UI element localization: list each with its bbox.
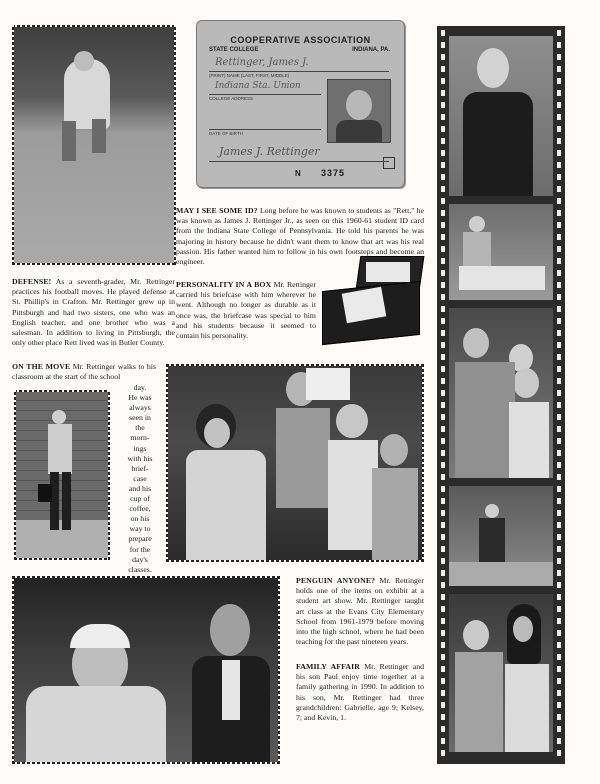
sprocket-hole <box>557 654 561 660</box>
caption-move-line: seen in <box>129 413 151 423</box>
sprocket-hole <box>557 366 561 372</box>
sprocket-hole <box>441 330 445 336</box>
sprocket-hole <box>441 630 445 636</box>
sprocket-hole <box>557 378 561 384</box>
caption-move-line: ings <box>133 443 147 453</box>
sprocket-hole <box>441 582 445 588</box>
strip-photo-hall <box>449 486 553 586</box>
id-checkbox <box>383 157 395 169</box>
sprocket-hole <box>441 138 445 144</box>
sprocket-hole <box>441 270 445 276</box>
sprocket-hole <box>441 702 445 708</box>
sprocket-hole <box>557 150 561 156</box>
sprocket-hole <box>441 222 445 228</box>
sprocket-hole <box>441 306 445 312</box>
sprocket-hole <box>557 90 561 96</box>
sprocket-hole <box>557 210 561 216</box>
sprocket-hole <box>557 246 561 252</box>
sprocket-hole <box>441 594 445 600</box>
sprocket-hole <box>441 282 445 288</box>
strip-photo-portrait <box>449 36 553 196</box>
sprocket-hole <box>441 666 445 672</box>
caption-move-line: case <box>133 473 147 483</box>
sprocket-hole <box>441 534 445 540</box>
sprocket-hole <box>557 138 561 144</box>
sprocket-hole <box>557 510 561 516</box>
sprocket-hole <box>441 570 445 576</box>
sprocket-hole <box>557 534 561 540</box>
sprocket-hole <box>441 462 445 468</box>
sprocket-hole <box>557 462 561 468</box>
sprocket-hole <box>441 726 445 732</box>
sprocket-hole <box>441 258 445 264</box>
sprocket-hole <box>441 186 445 192</box>
sprocket-hole <box>557 498 561 504</box>
id-address-label: COLLEGE ADDRESS <box>209 96 254 101</box>
caption-move-line: way to <box>129 524 151 534</box>
caption-move-line: coffee, <box>129 504 151 514</box>
sprocket-hole <box>557 474 561 480</box>
sprocket-hole <box>557 330 561 336</box>
id-number: 3375 <box>321 168 346 178</box>
sprocket-hole <box>557 42 561 48</box>
sprocket-hole <box>557 522 561 528</box>
caption-move-column <box>124 383 156 575</box>
sprocket-hole <box>441 522 445 528</box>
sprocket-hole <box>557 714 561 720</box>
caption-defense <box>12 277 175 348</box>
strip-photo-classroom <box>449 204 553 300</box>
sprocket-hole <box>557 402 561 408</box>
sprocket-hole <box>557 126 561 132</box>
student-id-card <box>196 20 405 188</box>
sprocket-hole <box>441 30 445 36</box>
family-photo <box>12 576 280 764</box>
caption-move-line: for the <box>129 544 151 554</box>
caption-move-line: the <box>135 423 145 433</box>
sprocket-hole <box>557 306 561 312</box>
id-letter: N <box>295 169 301 178</box>
sprocket-hole <box>441 390 445 396</box>
sprocket-hole <box>441 78 445 84</box>
caption-move-line: on his <box>130 514 150 524</box>
caption-move-line: day's <box>132 554 148 564</box>
caption-penguin-body: Mr. Rettinger holds one of the items on exhibit at a student art show. Mr. Rettinger taught art class at the Evans City Elementary School from 1961-1979 before moving into the high school, where he had been teaching for the past nineteen years. <box>296 576 424 647</box>
sprocket-hole <box>557 174 561 180</box>
sprocket-hole <box>441 150 445 156</box>
caption-move-line: classes. <box>128 564 152 574</box>
sprocket-hole <box>441 750 445 756</box>
sprocket-hole <box>557 486 561 492</box>
sprocket-hole <box>441 402 445 408</box>
caption-briefcase-head: PERSONALITY IN A BOX <box>176 280 272 289</box>
sprocket-hole <box>441 714 445 720</box>
caption-penguin-head: PENGUIN ANYONE? <box>296 576 376 585</box>
caption-move-line: morn- <box>130 433 150 443</box>
sprocket-hole <box>441 654 445 660</box>
sprocket-hole <box>441 690 445 696</box>
sprocket-hole <box>441 738 445 744</box>
sprocket-hole <box>441 198 445 204</box>
caption-move-line: with his <box>127 453 153 463</box>
caption-penguin <box>296 576 424 647</box>
sprocket-hole <box>557 54 561 60</box>
strip-photo-group <box>449 308 553 478</box>
sprocket-hole <box>557 642 561 648</box>
sprocket-hole <box>557 270 561 276</box>
sprocket-hole <box>557 354 561 360</box>
sprocket-hole <box>441 414 445 420</box>
sprocket-hole <box>441 546 445 552</box>
sprocket-hole <box>557 582 561 588</box>
caption-family-body: Mr. Rettinger and his son Paul enjoy time together at a family gathering in 1990. In addition to his son, Mr. Rettinger had three grandchildren: Gabrielle, age 9; Kelsey, 7; and Kevin, 1. <box>296 662 424 723</box>
sprocket-hole <box>441 438 445 444</box>
sprocket-hole <box>441 126 445 132</box>
caption-briefcase-body: Mr. Rettinger carried his briefcase with him wherever he went. Although no longer as durable as it once was, the briefcase was special to him and his students because it seemed to contain his personality. <box>176 280 316 341</box>
sprocket-hole <box>557 78 561 84</box>
sprocket-hole <box>557 558 561 564</box>
sprocket-hole <box>441 90 445 96</box>
sprocket-hole <box>557 726 561 732</box>
sprocket-hole <box>557 390 561 396</box>
caption-move-line: prepare <box>128 534 152 544</box>
sprocket-hole <box>441 678 445 684</box>
sprocket-hole <box>557 426 561 432</box>
sprocket-hole <box>441 558 445 564</box>
sprocket-hole <box>441 174 445 180</box>
sprocket-hole <box>441 354 445 360</box>
caption-move-line: cup of <box>130 494 150 504</box>
sprocket-hole <box>441 366 445 372</box>
caption-id-head: MAY I SEE SOME ID? <box>176 206 258 215</box>
sprocket-hole <box>557 282 561 288</box>
caption-move-line: and his <box>128 483 152 493</box>
sprocket-hole <box>441 66 445 72</box>
sprocket-hole <box>557 594 561 600</box>
sprocket-hole <box>557 606 561 612</box>
caption-defense-head: DEFENSE! <box>12 277 52 286</box>
sprocket-hole <box>441 498 445 504</box>
sprocket-hole <box>441 210 445 216</box>
id-location: INDIANA, PA. <box>352 47 390 53</box>
caption-move-line: always <box>129 403 151 413</box>
sprocket-hole <box>441 642 445 648</box>
sprocket-hole <box>441 474 445 480</box>
film-strip <box>437 26 565 764</box>
caption-move-line: day. <box>133 383 147 392</box>
sprocket-hole <box>441 342 445 348</box>
sprocket-hole <box>557 666 561 672</box>
sprocket-hole <box>557 186 561 192</box>
caption-defense-body: As a seventh-grader, Mr. Rettinger practices his football moves. He played defense at St. Phillip's in Crafton. Mr. Rettinger grew up in Pittsburgh and had two sisters, one who was an English teacher, and one brother who was a salesman. In addition to living in Pittsburgh, the only other place Rett lived was in Butler County. <box>12 277 175 348</box>
caption-briefcase <box>176 280 316 341</box>
sprocket-hole <box>441 486 445 492</box>
sprocket-hole <box>557 570 561 576</box>
id-dob-label: DATE OF BIRTH <box>209 131 243 136</box>
sprocket-hole <box>557 102 561 108</box>
sprocket-hole <box>441 618 445 624</box>
caption-move-body: Mr. Rettinger walks to his classroom at the start of the school <box>12 362 157 382</box>
sprocket-hole <box>441 294 445 300</box>
caption-family <box>296 662 424 723</box>
sprocket-hole <box>557 438 561 444</box>
strip-photo-father-son <box>449 594 553 752</box>
caption-move <box>12 362 156 382</box>
sprocket-hole <box>557 678 561 684</box>
sprocket-hole <box>441 426 445 432</box>
sprocket-hole <box>557 114 561 120</box>
sprocket-hole <box>441 162 445 168</box>
art-class-photo <box>166 364 424 562</box>
walking-photo <box>14 390 110 560</box>
sprocket-hole <box>557 234 561 240</box>
sprocket-hole <box>441 54 445 60</box>
sprocket-hole <box>557 450 561 456</box>
sprocket-hole <box>557 750 561 756</box>
id-org: COOPERATIVE ASSOCIATION <box>230 35 371 45</box>
id-signature: James J. Rettinger <box>219 145 320 158</box>
football-photo <box>12 25 176 265</box>
id-name-hand: Rettinger, James J. <box>215 57 309 68</box>
sprocket-hole <box>557 66 561 72</box>
id-photo <box>327 79 391 143</box>
sprocket-hole <box>441 318 445 324</box>
sprocket-hole <box>557 690 561 696</box>
sprocket-hole <box>557 198 561 204</box>
sprocket-hole <box>441 42 445 48</box>
id-college: STATE COLLEGE <box>209 47 259 53</box>
sprocket-hole <box>557 258 561 264</box>
caption-id-body: Long before he was known to students as "Rett," he was known as James J. Rettinger Jr., as seen on this 1960-61 student ID card from the Indiana State College of Pennsylvania. He told his parents he was majoring in history because he didn't want them to know that art was his real passion. His father wanted him to follow in his own footsteps and become an engineer. <box>176 206 424 267</box>
caption-family-head: FAMILY AFFAIR <box>296 662 360 671</box>
sprocket-hole <box>441 114 445 120</box>
sprocket-hole <box>441 606 445 612</box>
sprocket-hole <box>557 30 561 36</box>
sprocket-hole <box>441 234 445 240</box>
sprocket-hole <box>557 618 561 624</box>
sprocket-hole <box>557 222 561 228</box>
sprocket-hole <box>557 414 561 420</box>
sprocket-hole <box>557 318 561 324</box>
sprocket-hole <box>441 510 445 516</box>
caption-move-line: He was <box>128 393 152 403</box>
sprocket-hole <box>557 738 561 744</box>
id-name-label: (PRINT) NAME (LAST, FIRST, MIDDLE) <box>209 73 290 78</box>
sprocket-hole <box>441 378 445 384</box>
sprocket-hole <box>557 702 561 708</box>
briefcase-image <box>318 256 422 344</box>
caption-move-head: ON THE MOVE <box>12 362 71 371</box>
sprocket-hole <box>441 102 445 108</box>
id-address-hand: Indiana Sta. Union <box>215 81 301 91</box>
caption-move-line: brief- <box>131 463 149 473</box>
sprocket-hole <box>557 342 561 348</box>
sprocket-hole <box>557 546 561 552</box>
sprocket-hole <box>441 246 445 252</box>
sprocket-hole <box>557 162 561 168</box>
sprocket-hole <box>557 294 561 300</box>
sprocket-hole <box>557 630 561 636</box>
sprocket-hole <box>441 450 445 456</box>
